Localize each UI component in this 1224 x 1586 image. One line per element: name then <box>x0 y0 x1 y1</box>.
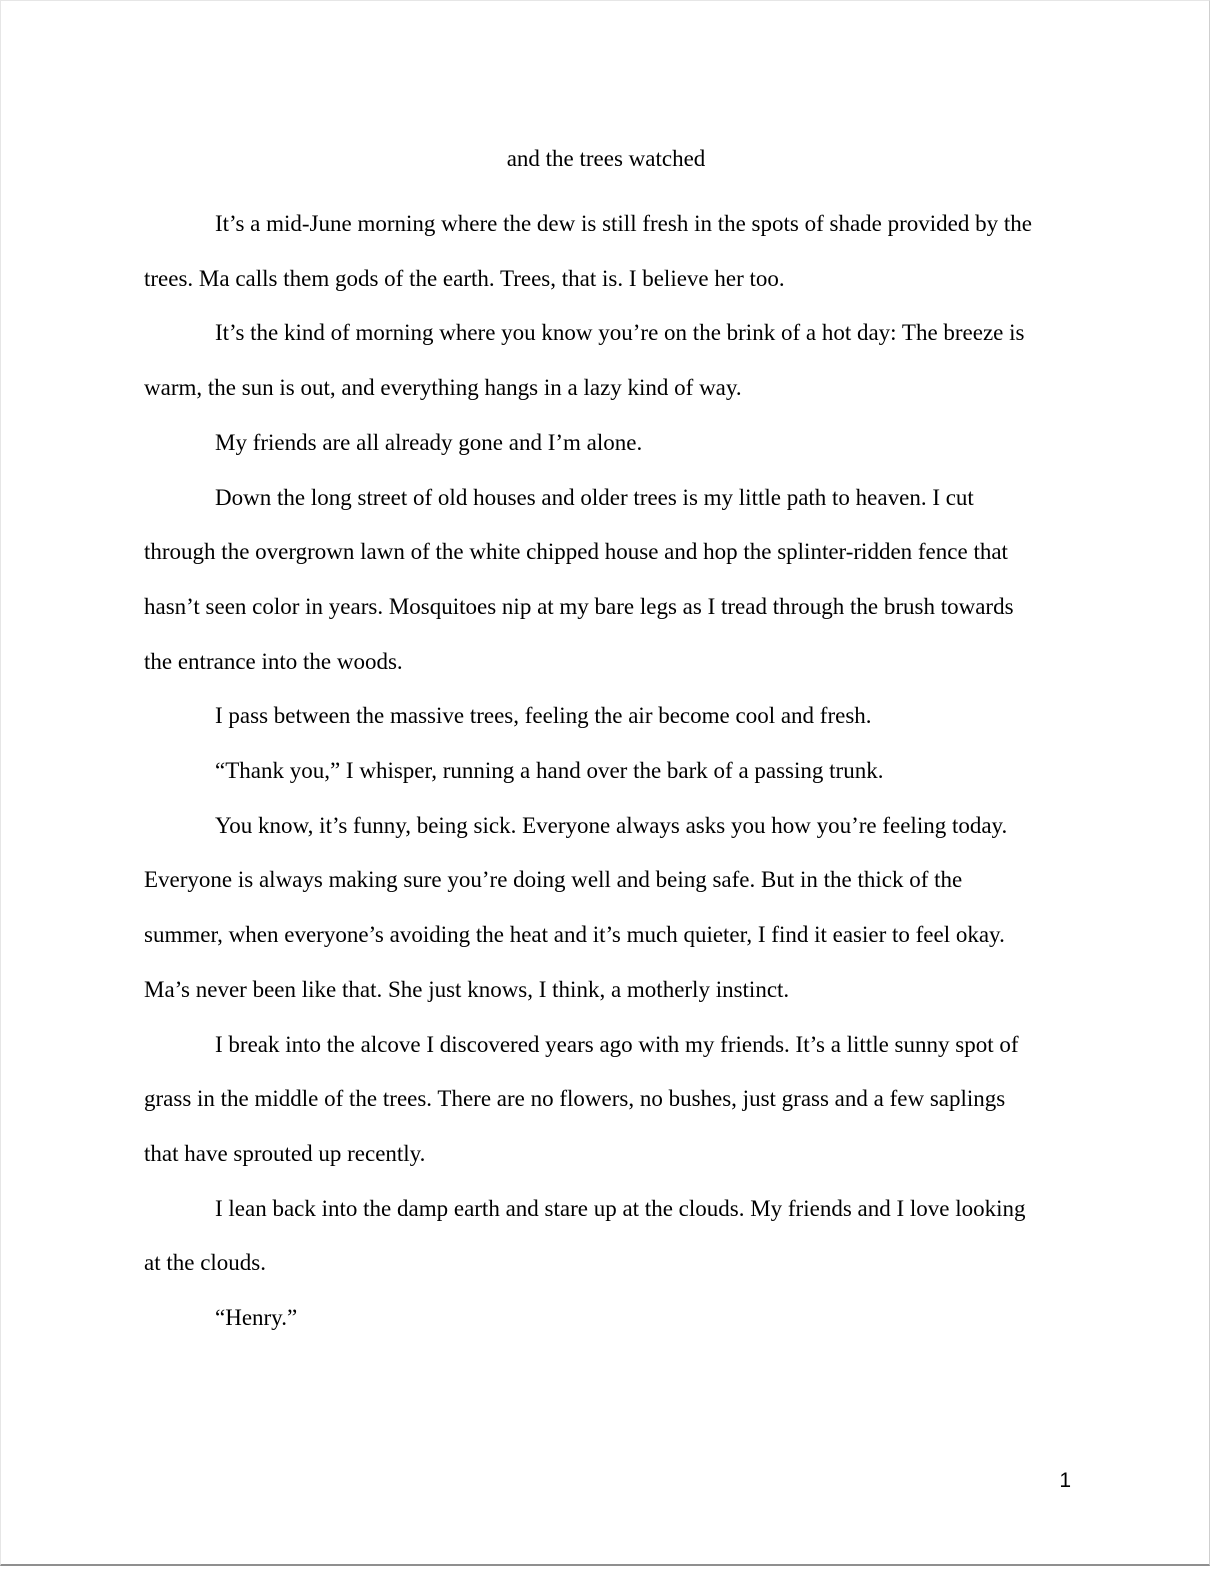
paragraph-8 <box>144 1018 1074 1182</box>
paragraph-1 <box>144 197 1074 306</box>
text-line: warm, the sun is out, and everything hangs in a lazy kind of way. <box>144 375 742 401</box>
text-line: I pass between the massive trees, feeling the air become cool and fresh. <box>215 703 872 729</box>
paragraph-4 <box>144 471 1074 690</box>
paragraph-5 <box>144 689 1074 744</box>
paragraph-10 <box>144 1291 1074 1346</box>
text-line: It’s the kind of morning where you know you’re on the brink of a hot day: The breeze is <box>215 320 1025 346</box>
document-title: and the trees watched <box>506 146 706 171</box>
text-line: that have sprouted up recently. <box>144 1140 426 1166</box>
text-line: through the overgrown lawn of the white chipped house and hop the splinter-ridden fence that <box>144 539 1008 565</box>
text-line: My friends are all already gone and I’m alone. <box>215 429 643 455</box>
text-line: the entrance into the woods. <box>144 648 403 674</box>
paragraph-7 <box>144 799 1074 1018</box>
paragraph-3 <box>144 416 1074 471</box>
text-line: grass in the middle of the trees. There are no flowers, no bushes, just grass and a few saplings <box>144 1086 1006 1112</box>
text-line: Ma’s never been like that. She just knows, I think, a motherly instinct. <box>144 976 790 1002</box>
text-line: I lean back into the damp earth and stare up at the clouds. My friends and I love looking <box>215 1195 1026 1221</box>
page-number: 1 <box>1059 1469 1071 1492</box>
text-line: “Thank you,” I whisper, running a hand over the bark of a passing trunk. <box>215 758 884 784</box>
text-line: at the clouds. <box>144 1250 266 1276</box>
text-line: “Henry.” <box>215 1305 298 1331</box>
text-line: trees. Ma calls them gods of the earth. Trees, that is. I believe her too. <box>144 265 785 291</box>
text-line: It’s a mid-June morning where the dew is still fresh in the spots of shade provided by the <box>215 211 1032 236</box>
paragraph-9 <box>144 1182 1074 1291</box>
text-line: I break into the alcove I discovered years ago with my friends. It’s a little sunny spot of <box>215 1031 1019 1057</box>
text-line: hasn’t seen color in years. Mosquitoes nip at my bare legs as I tread through the brush towards <box>144 593 1014 619</box>
paragraph-6 <box>144 744 1074 799</box>
text-line: Everyone is always making sure you’re doing well and being safe. But in the thick of the <box>144 867 963 893</box>
text-line: summer, when everyone’s avoiding the heat and it’s much quieter, I find it easier to feel okay. <box>144 922 1005 948</box>
paragraph-2 <box>144 306 1074 415</box>
text-line: Down the long street of old houses and older trees is my little path to heaven. I cut <box>215 484 974 510</box>
document-body <box>144 197 1074 1346</box>
text-line: You know, it’s funny, being sick. Everyone always asks you how you’re feeling today. <box>215 812 1008 838</box>
